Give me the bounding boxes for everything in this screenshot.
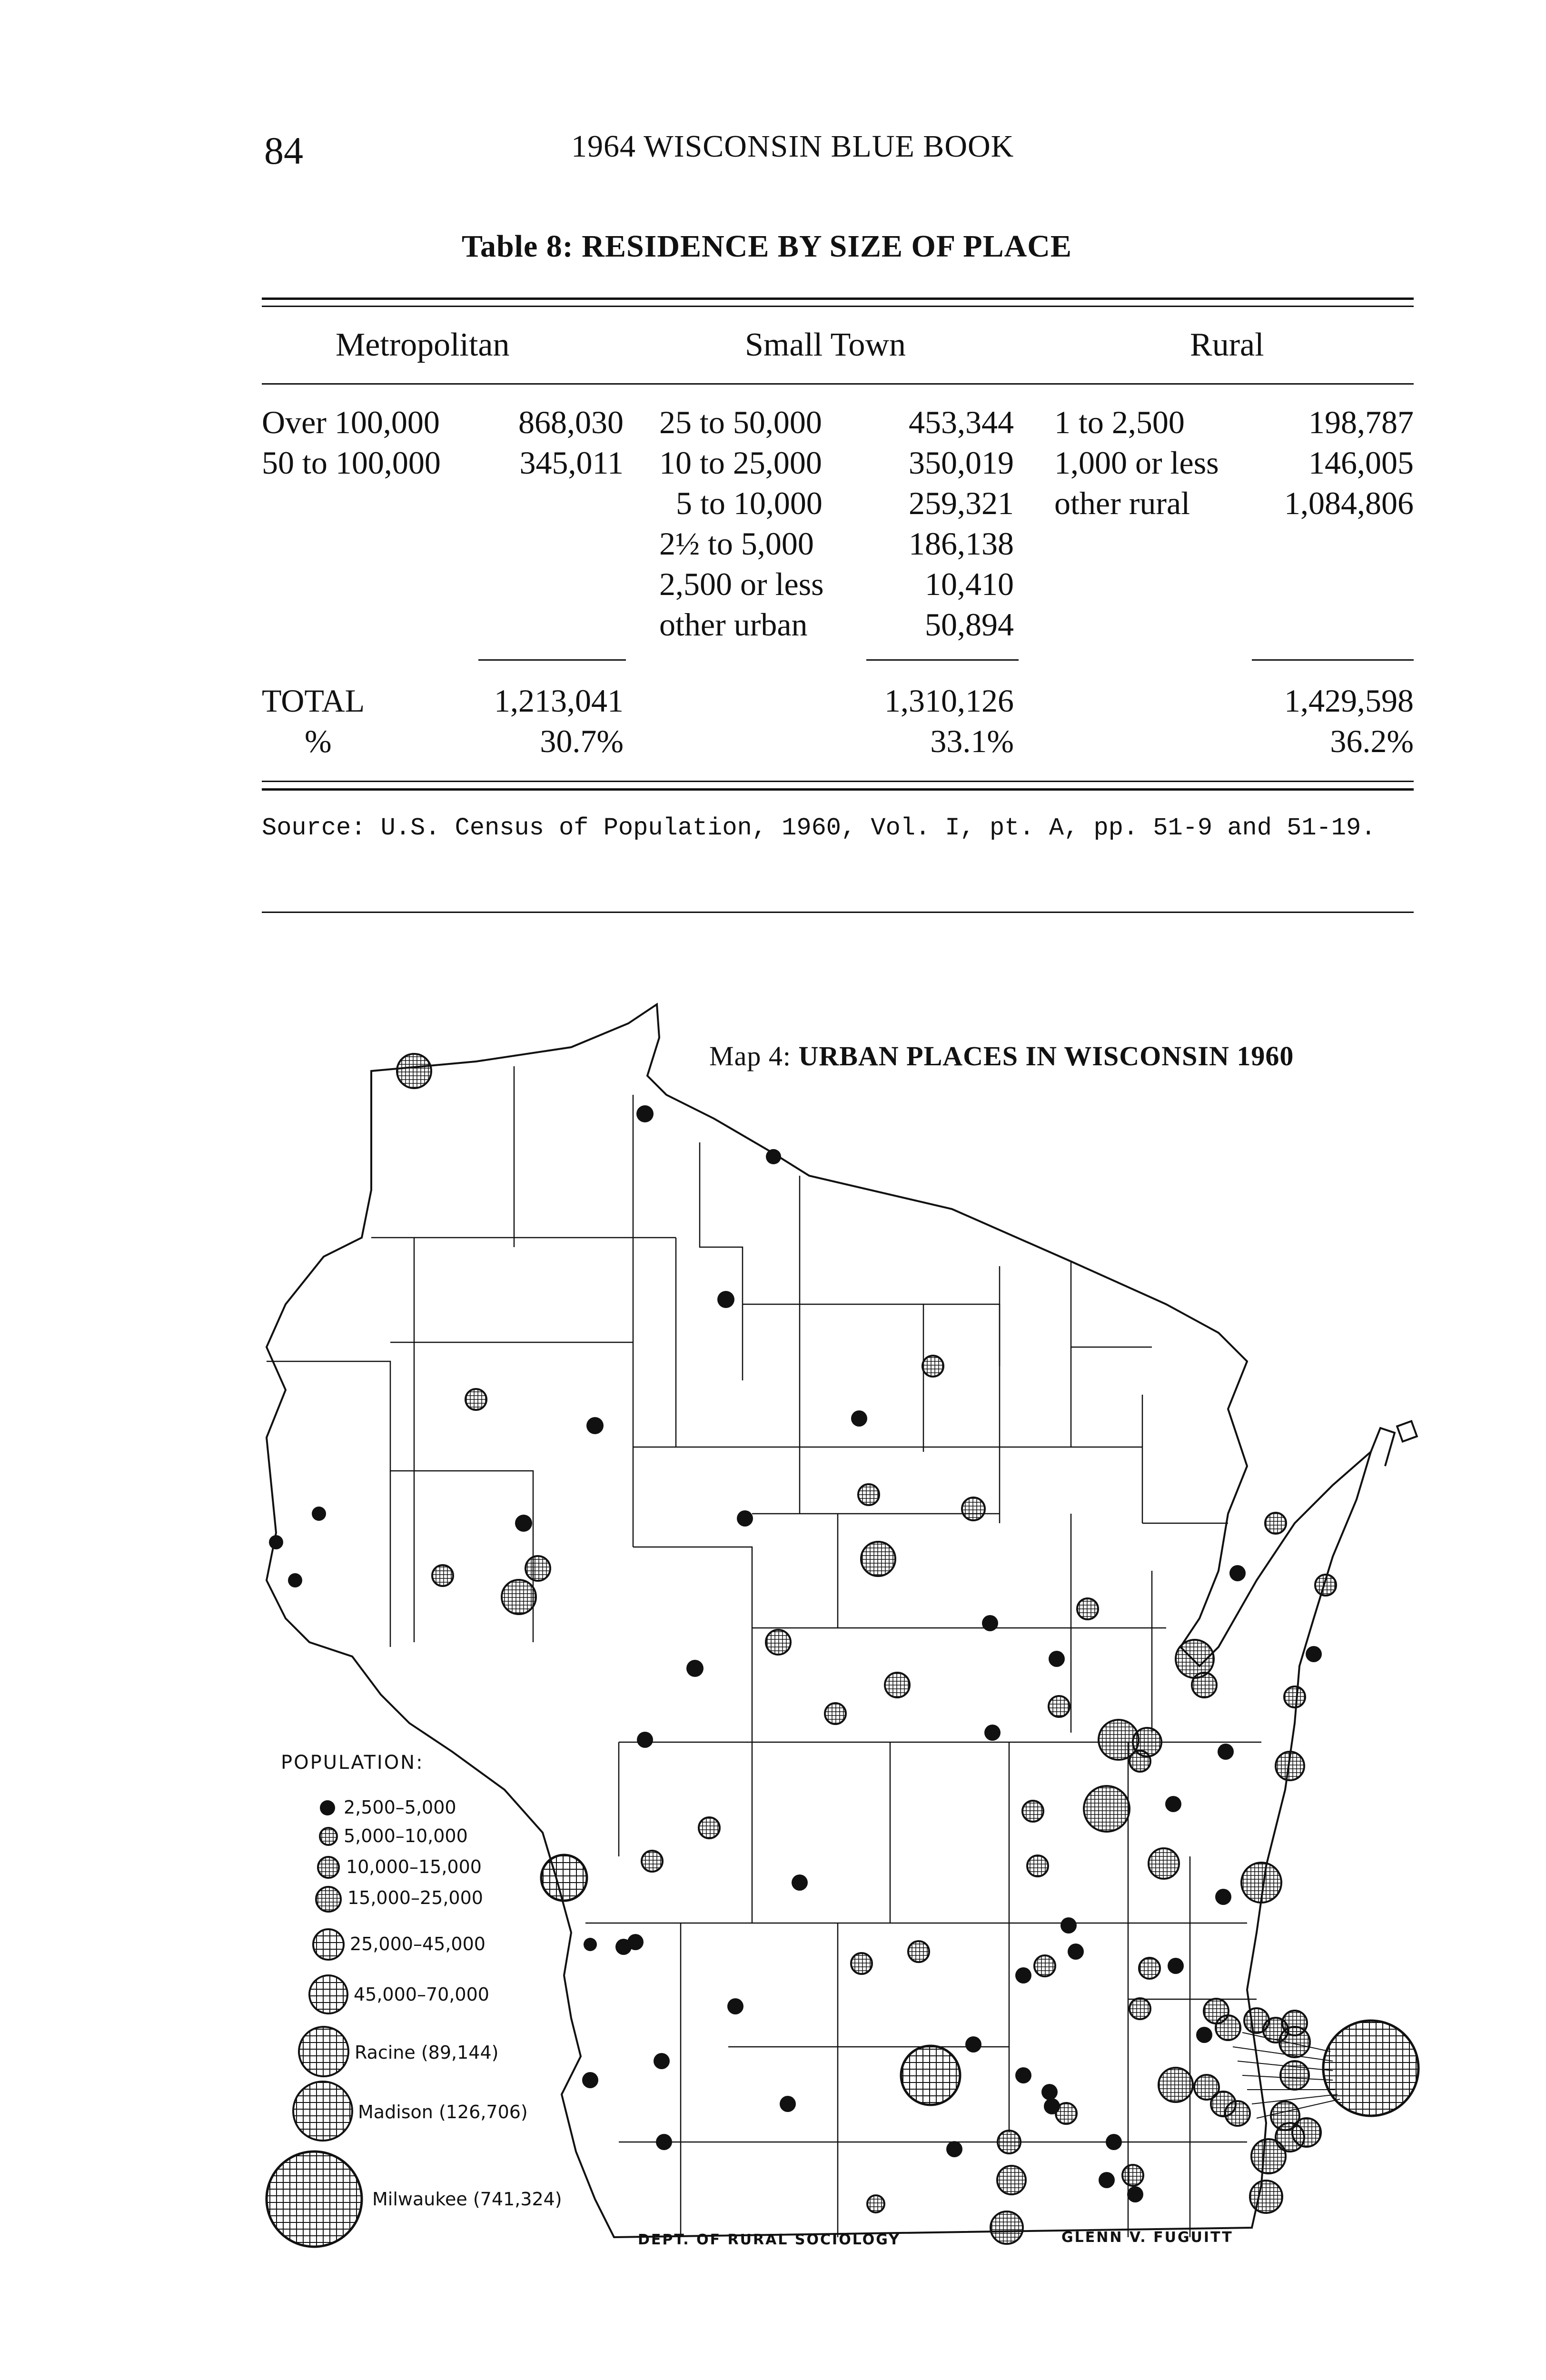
legend-label-1: 2,500–5,000 xyxy=(344,1797,456,1818)
metro-label-1: Over 100,000 xyxy=(262,404,440,440)
town-value-3: 259,321 xyxy=(909,485,1014,521)
table-title: Table 8: RESIDENCE BY SIZE OF PLACE xyxy=(462,229,1072,264)
town-value-4: 186,138 xyxy=(909,526,1014,562)
legend-symbol-3 xyxy=(318,1857,339,1878)
milwaukee-dot xyxy=(1323,2021,1418,2116)
town-label-5: 2,500 or less xyxy=(659,566,824,602)
town-value-1: 453,344 xyxy=(909,404,1014,440)
percent-metro: 30.7% xyxy=(540,723,624,759)
rural-value-2: 146,005 xyxy=(1308,445,1414,481)
credit-author: GLENN V. FUGUITT xyxy=(1061,2229,1233,2246)
legend-symbol-9 xyxy=(267,2152,362,2247)
legend-symbol-4 xyxy=(316,1887,341,1912)
rural-value-1: 198,787 xyxy=(1308,404,1414,440)
rural-value-3: 1,084,806 xyxy=(1284,485,1414,521)
legend-label-5: 25,000–45,000 xyxy=(350,1934,486,1954)
rural-label-3: other rural xyxy=(1054,485,1190,521)
table-source-note: Source: U.S. Census of Population, 1960, Vol. I, pt. A, pp. 51-9 and 51-19. xyxy=(262,814,1376,842)
percent-label: % xyxy=(305,723,332,759)
metro-value-2: 345,011 xyxy=(519,445,624,481)
total-rural: 1,429,598 xyxy=(1284,683,1414,719)
town-value-6: 50,894 xyxy=(925,606,1014,643)
legend-label-9: Milwaukee (741,324) xyxy=(372,2189,562,2210)
legend-label-4: 15,000–25,000 xyxy=(347,1887,483,1908)
small-urban-dots xyxy=(269,1105,1322,2202)
metro-value-1: 868,030 xyxy=(518,404,624,440)
total-town: 1,310,126 xyxy=(884,683,1014,719)
metro-label-2: 50 to 100,000 xyxy=(262,445,441,481)
madison-dot xyxy=(901,2046,960,2105)
rural-label-2: 1,000 or less xyxy=(1054,445,1219,481)
legend-label-8: Madison (126,706) xyxy=(358,2102,528,2122)
legend-symbol-8 xyxy=(293,2082,352,2141)
total-metro: 1,213,041 xyxy=(494,683,624,719)
legend-symbol-1 xyxy=(320,1800,335,1815)
credit-department: DEPT. OF RURAL SOCIOLOGY xyxy=(638,2231,901,2248)
map-title-main: URBAN PLACES IN WISCONSIN 1960 xyxy=(798,1041,1294,1071)
legend-symbol-6 xyxy=(309,1975,347,2013)
percent-rural: 36.2% xyxy=(1330,723,1414,759)
town-value-5: 10,410 xyxy=(925,566,1014,602)
legend-label-2: 5,000–10,000 xyxy=(344,1825,468,1846)
header-rural: Rural xyxy=(1190,327,1264,363)
medium-urban-dots xyxy=(397,1054,1336,2244)
town-label-1: 25 to 50,000 xyxy=(659,404,822,440)
page-number: 84 xyxy=(264,129,303,172)
legend-symbol-2 xyxy=(320,1828,337,1845)
town-label-3: 5 to 10,000 xyxy=(676,485,823,521)
map-title-lead: Map 4: xyxy=(709,1041,791,1071)
rural-label-1: 1 to 2,500 xyxy=(1054,404,1185,440)
town-label-2: 10 to 25,000 xyxy=(659,445,822,481)
legend-heading: POPULATION: xyxy=(281,1752,424,1774)
legend-symbol-5 xyxy=(313,1929,344,1960)
legend-symbol-7 xyxy=(299,2027,348,2076)
door-peninsula xyxy=(1371,1428,1395,1466)
running-head: 1964 WISCONSIN BLUE BOOK xyxy=(571,129,1014,164)
header-metropolitan: Metropolitan xyxy=(336,327,510,363)
legend-label-6: 45,000–70,000 xyxy=(354,1984,489,2005)
header-small-town: Small Town xyxy=(745,327,906,363)
percent-town: 33.1% xyxy=(930,723,1014,759)
legend-label-7: Racine (89,144) xyxy=(355,2042,499,2063)
washington-island xyxy=(1397,1421,1417,1442)
la-crosse-dot xyxy=(541,1855,587,1901)
town-value-2: 350,019 xyxy=(909,445,1014,481)
legend-label-3: 10,000–15,000 xyxy=(346,1856,482,1877)
total-label: TOTAL xyxy=(262,683,365,719)
town-label-4: 2½ to 5,000 xyxy=(659,526,814,562)
town-label-6: other urban xyxy=(659,606,808,643)
